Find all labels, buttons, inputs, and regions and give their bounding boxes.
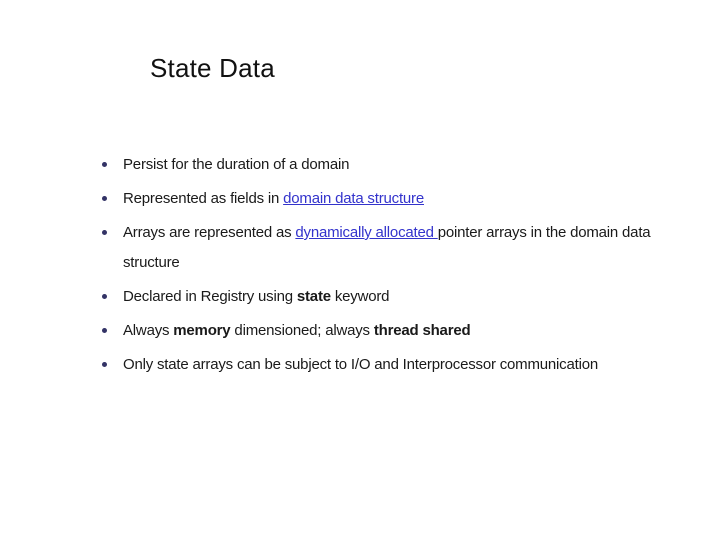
slide-title: State Data <box>150 53 275 83</box>
bullet-item <box>100 316 683 346</box>
bullet-text <box>123 282 683 312</box>
bullet-dot-icon <box>102 162 107 167</box>
bold-text-run: thread shared <box>373 322 471 339</box>
bullet-text <box>123 350 683 380</box>
bullet-item <box>100 150 683 180</box>
bullet-dot-icon <box>102 294 107 299</box>
bullet-dot-icon <box>102 328 107 333</box>
text-run: Persist for the duration of a domain <box>123 156 350 173</box>
bullet-item <box>100 282 683 312</box>
text-run: Always <box>123 322 174 339</box>
text-run: pointer arrays in the domain data structure <box>123 224 651 271</box>
bullet-item <box>100 218 683 278</box>
bullet-item <box>100 184 683 214</box>
bullet-dot-icon <box>102 362 107 367</box>
bold-text-run: memory <box>173 322 231 339</box>
bullet-list <box>100 150 683 384</box>
text-run: keyword <box>330 288 390 305</box>
bold-text-run: state <box>296 288 331 305</box>
bullet-text <box>123 218 683 278</box>
dynamically-allocated-link[interactable]: dynamically allocated <box>295 224 438 241</box>
domain-data-structure-link[interactable]: domain data structure <box>283 190 424 207</box>
bullet-item <box>100 350 683 380</box>
text-run: dimensioned; always <box>230 322 374 339</box>
bullet-text <box>123 316 683 346</box>
text-run: Arrays are represented as <box>123 224 296 241</box>
bullet-dot-icon <box>102 196 107 201</box>
bullet-text <box>123 184 683 214</box>
bullet-dot-icon <box>102 230 107 235</box>
bullet-text <box>123 150 683 180</box>
text-run: Declared in Registry using <box>123 288 297 305</box>
text-run: Only state arrays can be subject to I/O and Interprocessor communication <box>123 356 598 373</box>
text-run: Represented as fields in <box>123 190 284 207</box>
